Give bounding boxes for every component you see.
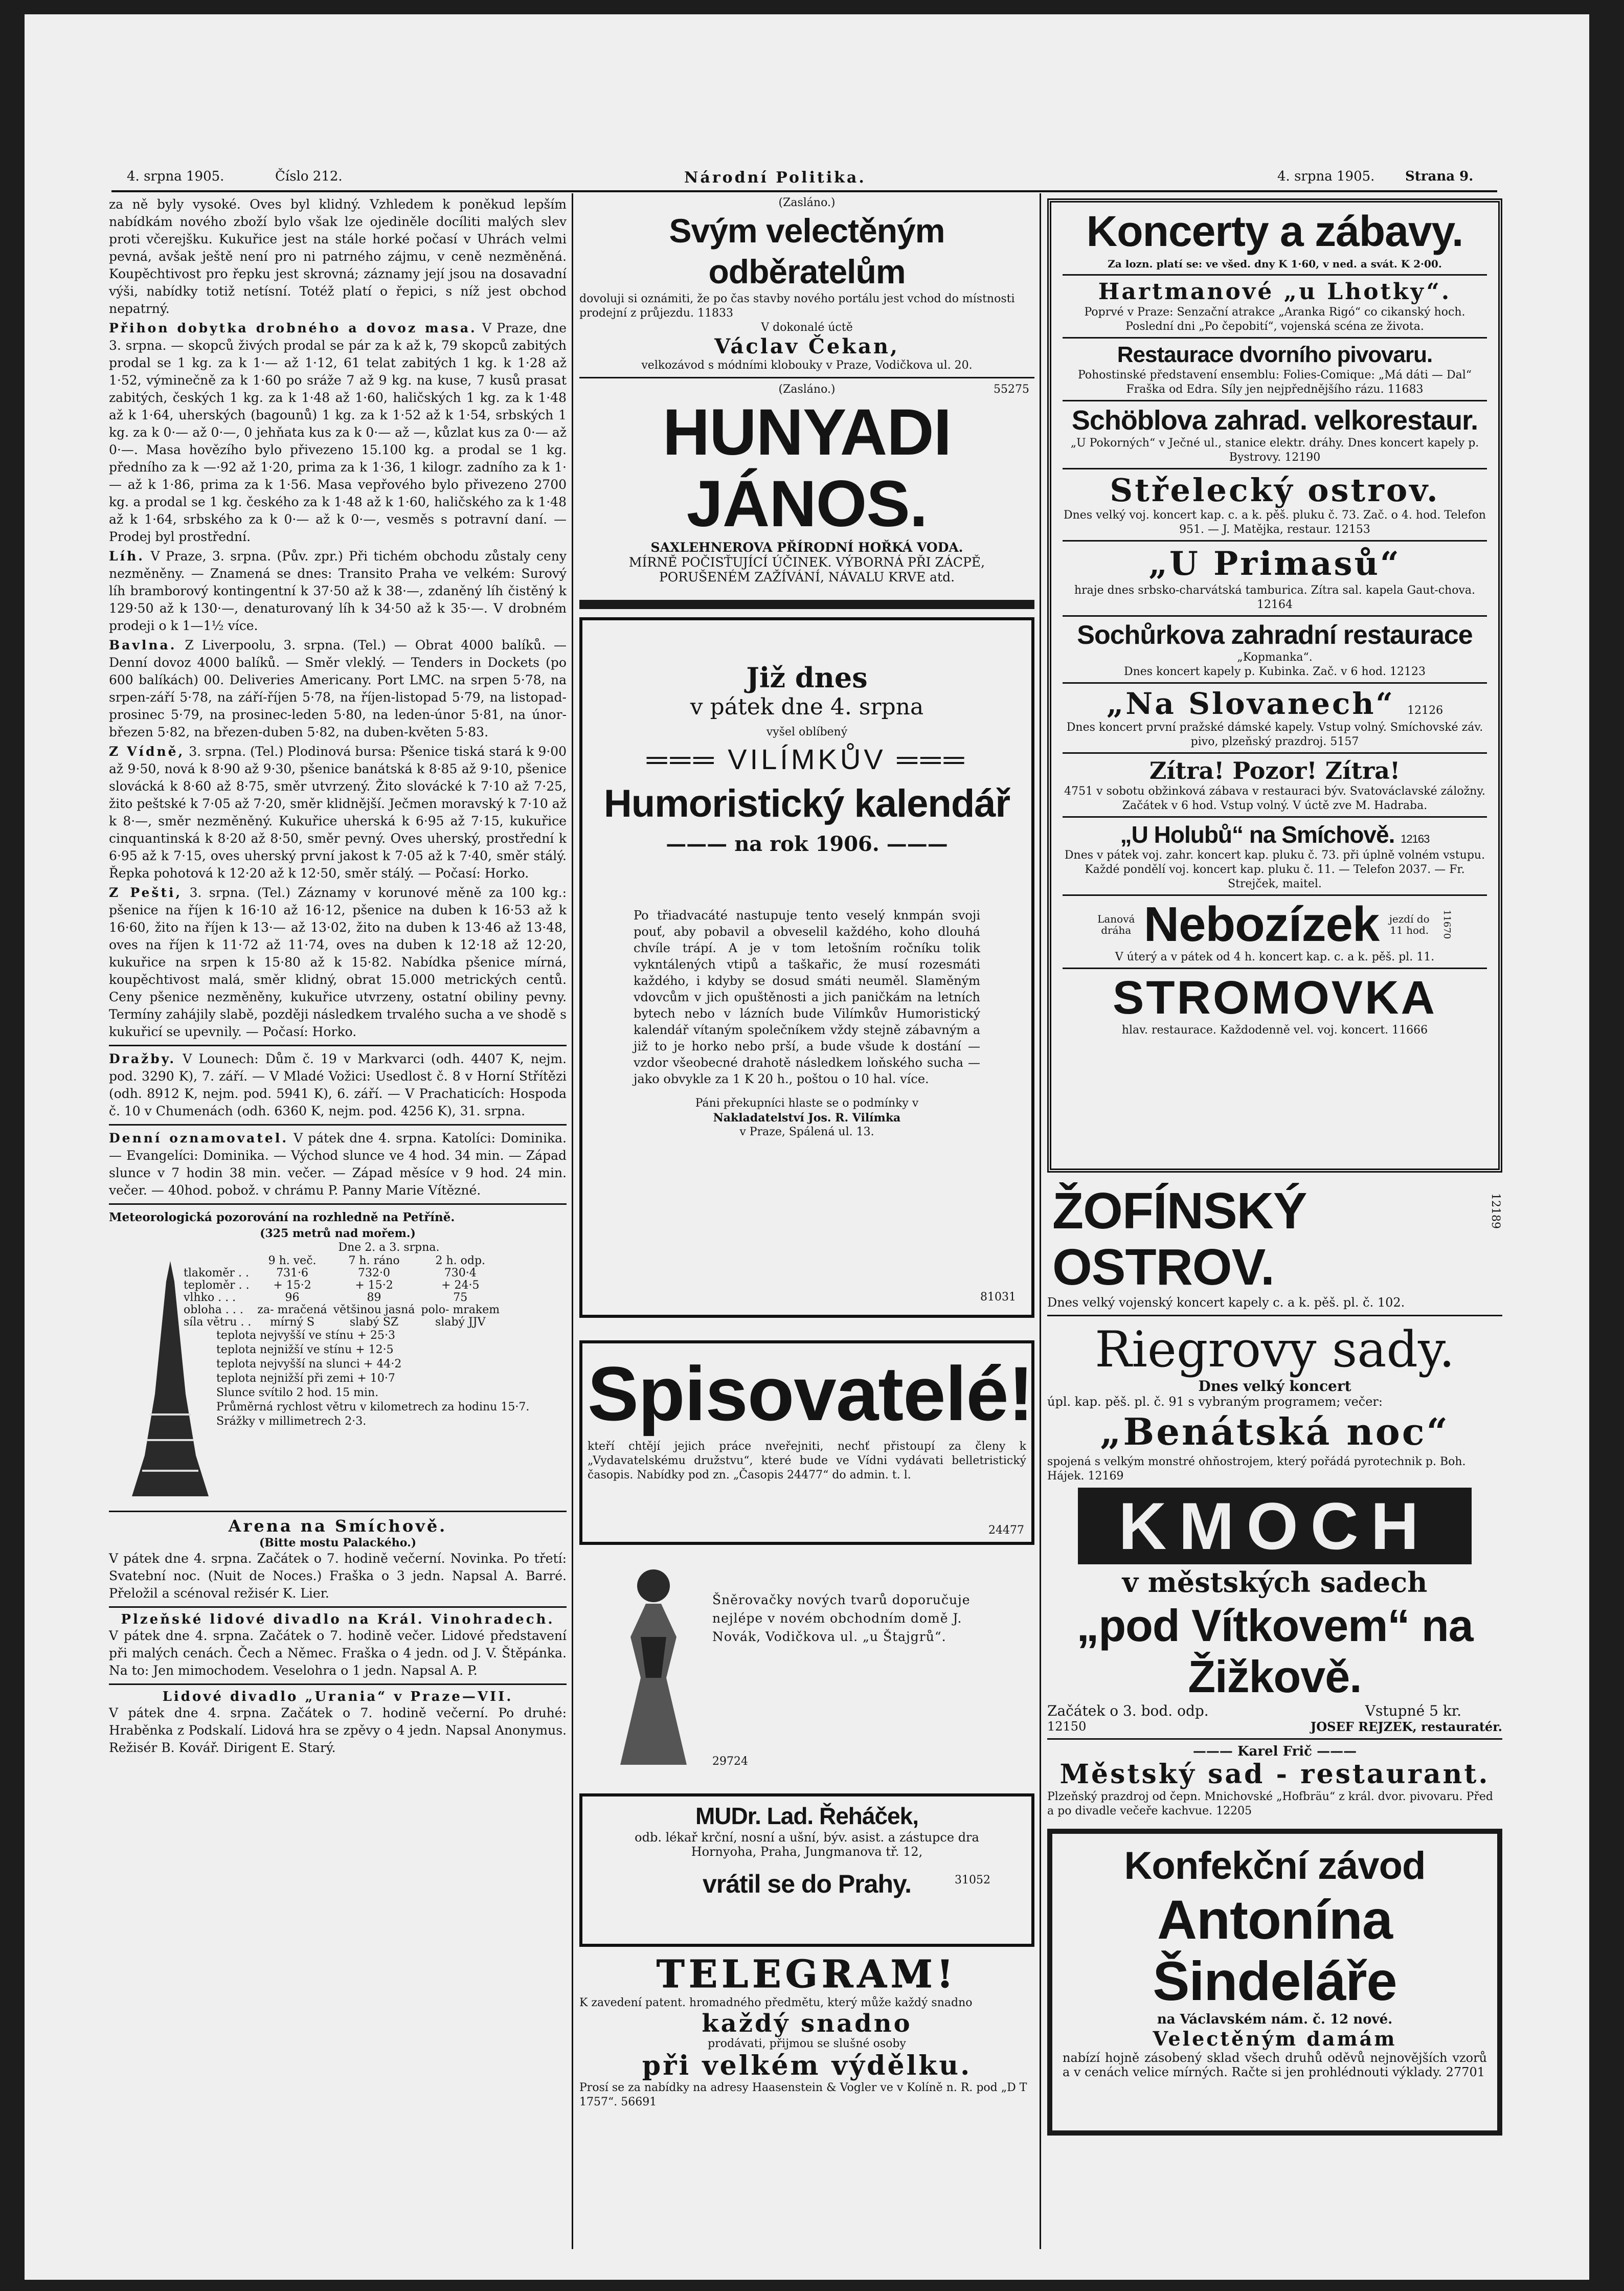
slov-text [1063,721,1487,749]
meteo-extra [216,1329,567,1429]
meteo-label: obloha . . . [184,1304,243,1316]
strel-body: Dnes velký voj. koncert kap. c. a k. pěš. pluku č. 73. Zač. o 4. hod. Telefon 951. — J. Matějka, restaur. [1064,509,1486,536]
konf-name: Antonína Šindeláře [1153,1889,1397,2012]
strel-text [1063,508,1487,537]
konf-text [1063,2051,1487,2079]
urania-text: V pátek dne 4. srpna. Začátek o 7. hodině večerní. Po druhé: Hraběnka z Podskalí. Lidová hra se zpěvy o 4 jedn. Napsal Anonymus. Režisér B. Kovář. Dirigent E. Starý. [109,1705,567,1755]
meteo-block [109,1241,567,1507]
meteo-title: Meteorologická pozorování na rozhledně na Petříně. [109,1210,455,1224]
viden-title: Z Vídně, [109,744,185,759]
meteo-header-row [181,1255,503,1267]
prihon-text: V Praze, dne 3. srpna. — skopců živých prodal se pár za k až k, 79 skopců zabitých prodal se 1 kg. za k 1·— až 1·12, 61 telat zabitých 1 kg. k 1·28 až 1·52, výminečně za k 1·60 po sráže 7 až 9 kg. na kuse, 7 kusů prasat zabitých, českých 1 kg. za k 1·48 až 1·60, haličských 1 kg. za k 1·48 až k 1·64, uherských (bagounů) 1 kg. za k 1·52 až k 1·54, srbských 1 kg. za k 0·— až 0·—, 0 jehňata kus za k 0·— až —, kůzlat kus za 0·— až 0·—. Masa hovězího bylo přivezeno 15.100 kg. a prodal se 1 kg. předního za k —·92 až 1·20, prima za k 1·36, 1 kilogr. zadního za k 1·— až k 1·86, prima za k 1·56. Masa vepřového bylo přivezeno 2700 kg. a prodal se 1 kg. českého za k 1·48 až k 1·60, haličského za k 1·48 až k 1·64, srbského za k 0·— až k 0·—, vesměs s potravní daní. — Prodej byl prostřední. [109,321,567,544]
hunyadi-line1: SAXLEHNEROVA PŘÍRODNÍ HOŘKÁ VODA. [650,540,963,555]
zitra-text [1063,784,1487,813]
divider [1047,1738,1502,1740]
tele-text2: prodávati, přijmou se slušné osoby [708,2037,906,2050]
slov-num2: 5157 [1330,735,1359,748]
telegram-ad [579,1953,1034,2109]
zof-num: 12189 [1489,1193,1502,1229]
tele-num: 56691 [621,2096,657,2108]
divider [1063,337,1487,339]
column-rule-2 [1040,193,1041,2249]
meteo-label: vlhko . . . [184,1291,236,1304]
kmoch-row [1047,1702,1502,1719]
spisovatele-ad [579,1340,1034,1545]
strom-num: 11666 [1392,1024,1428,1037]
spis-text: kteří chtějí jejich práce nveřejniti, nechť přistoupí za členy k „Vydavatelskému družstvu“, které bude ve Vídni vydávati belletristický časopis. Nabídky pod zn. „Časopis 24477“ do admin. t. l. [588,1440,1026,1481]
meteo-row [181,1316,503,1329]
kal-name-text: VILÍMKŮV [728,743,886,775]
plzen-title: Plzeňské lidové divadlo na Král. Vinohradech. [121,1612,555,1627]
arena-sub: (Bitte mostu Palackého.) [259,1536,417,1549]
rieg-text: úpl. kap. pěš. pl. č. 91 s vybraným programem; večer: [1047,1395,1383,1409]
header-date-left: 4. srpna 1905. [127,169,224,184]
bavlna-text: Z Liverpoolu, 3. srpna. (Tel.) — Obrat 4000 balíků. — Denní dovoz 4000 balíků. — Směr vleklý. — Tenders in Dockets (po 600 balíkách) 00. Deliveries Americany. Port LMC. na srpen 5·78, na srpen-září 5·78, na září-říjen 5·78, na říjen-listopad 5·79, na listopad-prosinec 5·79, na prosinec-leden 5·80, na leden-únor 5·81, na únor-březen 5·82, na březen-duben 5·82, na duben-květen 5·83. [109,638,567,739]
soch-num: 12123 [1390,665,1426,678]
meteo-val: 730·4 [444,1267,477,1279]
meteo-val: mírný S [270,1316,315,1329]
soch-title: Sochůrkova zahradní restaurace [1077,620,1473,650]
meteo-val: 96 [285,1291,300,1304]
meteo-val: polo- mrakem [421,1304,500,1316]
meteo-row [181,1304,503,1316]
holubu-text: Dnes v pátek voj. zahr. koncert kap. pluku č. 73. při úplně volném vstupu. Každé pondělí voj. koncert kap. pluku č. 11. — Telefon 2037. — Fr. Strejček, maitel. [1064,849,1485,890]
tele-text3 [579,2081,1034,2109]
rieg-noc: „Benátská noc“ [1099,1410,1450,1453]
kal-text: Po třiadvacáté nastupuje tento veselý knmpán svoji pouť, aby pobavil a obveselil každého, koho dlouhá chvíle trápí. A je v tom letošním ročníku tolik vykntálených vtipů a taškařic, že musí rozesmáti každého, i kdyby se dosud smáti neuměl. Slaměným vdovcům v jich opuštěnosti a jich paničkám na letních bytech nebo v lázních bude Vilímkův Humoristický kalendář vítaným společníkem vždy stejně zábavným a již to je horko nebo prší, a bude všude k dostání — vzdor všeobecné drahotě následkem loňského sucha — jako obvykle za 1 K 20 h., poštou o 10 hal. více. [634,908,980,1086]
prim-body: hraje dnes srbsko-charvátská tamburica. Zítra sal. kapela Gaut-chova. [1074,584,1475,597]
divider [109,1683,567,1685]
soch-body: Dnes koncert kapely p. Kubinka. Zač. v 6 hod. [1123,665,1387,678]
divider [1063,468,1487,469]
zitra-body: v sobotu obžinková zábava v restauraci býv. Svatováclavské záložny. Začátek v 6 hod. Vstup volný. V úctě zve M. Hadraba. [1096,785,1485,812]
tele-title: TELEGRAM! [656,1952,958,1996]
frid-title: Městský sad - restaurant. [1059,1759,1490,1790]
kmoch-entry: Vstupné 5 kr. [1365,1702,1461,1719]
meteo-val: většinou jasná [333,1304,415,1316]
holubu-title [1063,821,1487,848]
rieg-title: Riegrovy sady. [1095,1321,1455,1378]
kmoch-row2 [1047,1719,1502,1734]
meteo-val: 89 [367,1291,381,1304]
kal-vysel: vyšel oblíbený [766,726,848,738]
divider [1063,615,1487,617]
meteo-val: 731·6 [276,1267,309,1279]
petrin-tower-icon [119,1261,221,1501]
meteo-extra-line: Slunce svítilo 2 hod. 15 min. [216,1386,379,1399]
header-rule [111,190,1497,192]
header-date-right: 4. srpna 1905. [1277,169,1375,184]
prim-title: „U Primasů“ [1148,545,1401,583]
kal-name: ═══ VILÍMKŮV ═══ [646,743,967,775]
zof-title: ŽOFÍNSKÝ OSTROV. [1052,1182,1307,1296]
meteo-val: + 15·2 [273,1279,311,1292]
meteo-row [181,1279,503,1292]
mudr-num: 31052 [955,1874,990,1886]
liho-article [109,548,567,635]
kal-date: v pátek dne 4. srpna [690,694,924,720]
meteo-table [181,1255,503,1329]
denni-article [109,1130,567,1199]
snerovacky-text: Šněrovačky nových tvarů doporučuje nejlépe v novém obchodním domě J. Novák, Vodičkova ul. „u Štajgrů“. [712,1592,971,1644]
cekan-greet: V dokonalé úctě [761,321,853,334]
konf-dam: Velectěným damám [1153,2027,1397,2050]
drazby-title: Dražby. [109,1051,176,1066]
hunyadi-title: HUNYADI JÁNOS. [662,396,952,541]
neb-title: Nebozízek [1143,897,1380,952]
left-column [109,196,567,1757]
strel-title: Střelecký ostrov. [1110,471,1440,509]
strom-text [1063,1023,1487,1038]
schob-body: „U Pokorných“ v Ječné ul., stanice elektr. dráhy. Dnes koncert kapely p. Bystrovy. [1070,437,1479,464]
viden-article [109,743,567,882]
prihon-title: Přihon dobytka drobného a dovoz masa. [109,321,477,335]
hunyadi-num: 55275 [994,383,1029,396]
pesti-title: Z Pešti, [109,885,183,900]
middle-column [579,196,1034,2252]
meteo-val: za- mračená [257,1304,327,1316]
pesti-text: 3. srpna. (Tel.) Záznamy v korunové měně za 100 kg.: pšenice na říjen k 16·10 až 16·12, pšenice na duben k 16·53 až k 16·60, žito na říjen k 13·— až 13·02, žito na duben k 13·46 až 13·48, oves na říjen k 11·72 až 11·74, oves na duben k 12·18 až 12·20, kukuřice na srpen k 15·80 až k 15·82. Nabídka pšenice mírná, koupěchtivost malá, směr klidný, obrat 15.000 metrických centů. Ceny pšenice nezměněny, kukuřice utvrzeny, ostatní obiliny pevny. Termíny zahájily slabě, později následkem trvalého sucha a ve shodě s kukuřicí se upevnily. — Počasí: Horko. [109,885,567,1039]
strom-title: STROMOVKA [1113,972,1437,1024]
kal-today: Již dnes [746,661,868,694]
zaslano-row [579,383,1034,397]
masthead: Národní Politika. [684,169,866,187]
schob-title: Schöblova zahrad. velkorestaur. [1071,405,1478,436]
konc-title: Koncerty a zábavy. [1086,207,1463,255]
zaslano-label: (Zasláno.) [778,383,836,396]
kal-addr: v Praze, Spálená ul. 13. [739,1126,874,1138]
kmoch-start: Začátek o 3. bod. odp. [1047,1702,1209,1719]
tele-text3-body: Prosí se za nabídky na adresy Haasenstein & Vogler ve v Kolíně n. R. pod „D T 1757“. [579,2081,1027,2108]
soch-sub: „Kopmanka“. [1237,651,1313,664]
cekan-body: dovoluji si oznámiti, že po čas stavby nového portálu jest vchod do místnosti prodejní z průjezdu. [579,293,1015,320]
prihon-article [109,320,567,546]
spis-title: Spisovatelé! [588,1351,1033,1436]
meteo-extra-line: teplota nejvyšší ve stínu + 25·3 [216,1329,396,1342]
kal-year: ——— na rok 1906. ——— [666,832,948,856]
koncerty-block [1047,198,1502,1173]
snerovacky-ad [579,1550,1034,1790]
divider [109,1606,567,1608]
mudr-ad [579,1793,1034,1947]
konc-sub: Za lozn. platí se: ve všed. dny K 1·60, v ned. a svát. K 2·00. [1108,258,1442,270]
header-issue: Číslo 212. [275,169,343,184]
meteo-col: 7 h. ráno [348,1254,400,1267]
divider [1047,1315,1502,1316]
divider [1063,682,1487,684]
holubu-title-text: „U Holubů“ na Smíchově. [1120,821,1395,848]
frid-name: ——— Karel Frič ——— [1192,1744,1357,1759]
fric-ad [1047,1744,1502,1818]
slov-num: 12126 [1407,704,1443,717]
denni-title: Denní oznamovatel. [109,1131,289,1146]
divider [109,1124,567,1126]
meteo-col: 9 h. več. [268,1254,317,1267]
neb-row [1063,899,1487,950]
kmoch-title: KMOCH [1078,1488,1472,1564]
separator-bar [579,600,1034,609]
meteo-col: 2 h. odp. [435,1254,486,1267]
cekan-desc: velkozávod s módními klobouky v Praze, Vodičkova ul. 20. [641,359,973,372]
newspaper-page [25,14,1589,2280]
rest-body: Pohostinské představení ensemblu: Folies-Comique: „Má dáti — Dal“ Fraška od Edra. Síly jen nejpřednějšího rázu. [1077,369,1472,396]
meteo-val: slabý SZ [349,1316,399,1329]
tele-big2: při velkém výdělku. [642,2050,972,2081]
spis-num: 24477 [988,1524,1024,1537]
zofin-ad [1047,1183,1502,1310]
urania-title: Lidové divadlo „Urania“ v Praze—VII. [162,1689,513,1704]
zitra-num: 4751 [1064,785,1093,798]
divider [1063,968,1487,969]
viden-text: 3. srpna. (Tel.) Plodinová bursa: Pšenice tiská stará k 9·00 až 9·50, nová k 8·90 až 9·30, pšenice banátská k 8·85 až 9·10, pšenice slovácká k 8·60 až 8·75, směr utvrzený. Žito slovácké k 7·10 až 7·25, žito peštské k 7·05 až 7·20, směr klidnější. Ječmen moravský k 7·10 až k 8·—, směr nezměněný. Kukuřice uherská k 6·95 až 7·15, kukuřice cinquantinská k 8·20 až 8·50, směr pevný. Oves uherský, prostřední k 6·95 až k 7·15, oves uherský první jakost k 7·05 až k 7·40, směr stálý. Řepka pohotová k 12·20 až k 12·50, směr stálý. — Počasí: Horko. [109,744,567,881]
arena-text: V pátek dne 4. srpna. Začátek o 7. hodině večerní. Novinka. Po třetí: Svatební noc. (Nuit de Noces.) Fraška o 3 jedn. Napsal A. Barré. Přeložil a scénoval režisér K. Lier. [109,1551,567,1601]
meteo-extra-line: Průměrná rychlost větru v kilometrech za hodinu 15·7. [216,1401,530,1413]
zof-text: Dnes velký vojenský koncert kapely c. a k. pěš. pl. č. 102. [1047,1295,1405,1310]
zaslano-label: (Zasláno.) [778,196,836,209]
divider [1063,752,1487,754]
soch-text [1063,665,1487,679]
kal-num: 81031 [980,1291,1016,1304]
divider [109,1511,567,1512]
divider [1063,816,1487,818]
kmoch-ad [1047,1488,1502,1734]
hart-title: Hartmanové „u Lhotky“. [1098,279,1452,305]
corset-lady-icon [610,1560,697,1775]
divider [1063,540,1487,542]
rest-text [1063,368,1487,397]
holubu-num: 12163 [1401,833,1430,845]
arena-title: Arena na Smíchově. [228,1516,447,1536]
zitra-title: Zítra! Pozor! Zítra! [1149,757,1401,784]
bavlna-title: Bavlna. [109,638,177,653]
pesti-article [109,884,567,1041]
cekan-num: 11833 [697,307,733,320]
hunyadi-line3: PORUŠENÉM ZAŽÍVÁNÍ, NÁVALU KRVE atd. [659,570,955,585]
konfekce-ad [1047,1829,1502,2136]
kmoch-place: „pod Vítkovem“ na Žižkově. [1076,1600,1473,1702]
kalendar-ad [579,617,1034,1318]
hunyadi-line2: MÍRNĚ POČISŤUJÍCÍ ÚČINEK. VÝBORNÁ PŘI ZÁCPĚ, [628,555,985,570]
weather-intro: za ně byly vysoké. Oves byl klidný. Vzhledem k poněkud lepším nabídkám nového zboží bylo však lze ojediněle docíliti malých slev proti včerejšku. Kukuřice jest na stále horké počasí v Uhrách velmi pevná, avšak ještě není pro ni patrného zájmu, v ceně nezměněná. Koupěchtivost pro řepku jest skrovná; záznamy její jsou na dosavadní výši, nabídky totiž netísní. Totéž platí o řepici, s níž jest obchod nepatrný. [109,197,567,316]
mudr-return: vrátil se do Prahy. [702,1870,912,1898]
tele-big1: každý snadno [702,2009,912,2038]
meteo-val: 75 [453,1291,468,1304]
liho-title: Líh. [109,549,145,564]
hart-text: Poprvé v Praze: Senzační atrakce „Aranka Rigó“ co cikanský hoch. Poslední dni „Po čepobití“, vojenská scéna ze života. [1084,306,1465,333]
drazby-article [109,1050,567,1120]
neb-lanova: Lanová dráha [1097,913,1135,936]
drazby-text: V Lounech: Dům č. 19 v Markvarci (odh. 4407 K, nejm. pod. 3290 K), 7. září. — V Mladé Vožici: Usedlost č. 8 v Horní Střítězi (odh. 8912 K, nejm. pod. 5941 K), 6. září. — V Prachaticích: Hospoda č. 10 v Chumenách (odh. 6360 K, nejm. pod. 4256 K), 31. srpna. [109,1051,567,1118]
frid-name-text: Karel Frič [1237,1744,1313,1759]
divider [109,1045,567,1046]
neb-num: 11670 [1441,910,1453,939]
meteo-row [181,1292,503,1304]
cekan-text [579,292,1034,321]
header-page: Strana 9. [1405,169,1474,184]
kal-title: Humoristický kalendář [603,782,1010,825]
meteo-extra-line: teplota nejnižší při zemi + 10·7 [216,1372,395,1385]
meteo-extra-line: teplota nejnižší ve stínu + 12·5 [216,1343,394,1356]
prim-text [1063,583,1487,612]
strel-num: 12153 [1334,523,1370,536]
meteo-val: + 24·5 [441,1279,480,1292]
slov-title-text: „Na Slovanech“ [1106,686,1395,721]
column-rule-1 [572,193,573,2249]
liho-text: V Praze, 3. srpna. (Pův. zpr.) Při tichém obchodu zůstaly ceny nezměněny. — Znamená se dnes: Transito Praha ve velkém: Surový líh bramborový kontingentní k 37·50 až k 38·—, zdaněný líh čistěný k 129·50 až k 130·—, denaturovaný líh k 34·50 až k 35·—. V drobném prodeji o k 1—1½ více. [109,549,567,633]
schob-text [1063,436,1487,465]
mudr-text: odb. lékař krční, nosní a ušní, býv. asist. a zástupce dra Hornyoha, Praha, Jungmanova tř. 12, [635,1830,979,1859]
konf-body: nabízí hojně zásobený sklad všech druhů oděvů nejnovějších vzorů a v cenách velice mírných. Račte si jen prohlédnouti výklady. [1063,2051,1487,2079]
denni-text: V pátek dne 4. srpna. Katolíci: Dominika. — Evangelíci: Dominika. — Východ slunce ve 4 hod. 34 min. — Západ slunce v 7 hodin 38 min. večer. — Západ měsíce v 9 hod. 24 min. večer. — 40hod. pobož. v chrámu P. Panny Marie Vítězné. [109,1131,567,1198]
kmoch-num: 12150 [1047,1719,1087,1734]
meteo-val: slabý JJV [435,1316,486,1329]
tele-text1: K zavedení patent. hromadného předmětu, který může každý snadno [579,1996,973,2009]
meteo-extra-line: Srážky v millimetrech 2·3. [216,1415,367,1428]
divider [1063,274,1487,276]
rest-num: 11683 [1387,383,1424,396]
snerovacky-num: 29724 [712,1755,748,1768]
strom-body: hlav. restaurace. Každodenně vel. voj. koncert. [1121,1024,1389,1037]
kmoch-sub: v městských sadech [1122,1566,1428,1599]
rieg-body2: spojená s velkým monstré ohňostrojem, který pořádá pyrotechnik p. Boh. Hájek. [1047,1455,1466,1483]
rieg-num: 12169 [1088,1470,1124,1483]
divider [109,1203,567,1205]
rest-title: Restaurace dvorního pivovaru. [1117,342,1433,367]
schob-num: 12190 [1284,451,1321,464]
meteo-label: tlakoměr . . [184,1267,249,1279]
plzen-text: V pátek dne 4. srpna. Začátek o 7. hodině večer. Lidové představení při malých cenách. Čech a Němec. Fraška o 4 jedn. od J. V. Štěpánka. Na to: Jen mimochodem. Veselohra o 1 jedn. Napsal A. P. [109,1628,567,1678]
meteo-sub: (325 metrů nad mořem.) [260,1227,416,1240]
kal-pub: Nakladatelství Jos. R. Vilímka [713,1111,901,1125]
prim-num: 12164 [1257,598,1293,611]
riegrovy-ad [1047,1321,1502,1484]
konf-addr: na Václavském nám. č. 12 nové. [1157,2012,1393,2027]
meteo-val: 732·0 [358,1267,391,1279]
frid-text [1047,1790,1502,1818]
divider [579,377,1034,378]
meteo-label: síla větru . . [184,1316,252,1329]
frid-num: 12205 [1216,1805,1252,1817]
konf-title: Konfekční závod [1124,1844,1426,1888]
kal-order: Páni překupníci hlaste se o podmínky v [695,1097,919,1110]
right-column [1047,198,1502,2254]
neb-jezdi: jezdí do 11 hod. [1389,913,1430,936]
slov-title [1063,687,1487,721]
neb-text: V úterý a v pátek od 4 h. koncert kap. c. a k. pěš. pl. 11. [1115,951,1435,963]
meteo-val: + 15·2 [355,1279,393,1292]
frid-body: Plzeňský prazdroj od čepn. Mnichovské „Hofbräu“ z král. dvor. pivovaru. Před a po divadle večeře kachvue. [1047,1790,1493,1817]
divider [1063,400,1487,401]
cekan-headline: Svým velectěným odběratelům [669,212,945,290]
kmoch-owner: JOSEF REJZEK, restauratér. [1310,1719,1502,1734]
meteo-date: Dne 2. a 3. srpna. [338,1241,440,1254]
divider [1063,894,1487,896]
bavlna-article [109,637,567,741]
slov-body: Dnes koncert první pražské dámské kapely. Vstup volný. Smíchovské záv. pivo, plzeňský prazdroj. [1066,721,1483,748]
mudr-name: MUDr. Lad. Řeháček, [695,1803,919,1829]
meteo-row [181,1267,503,1279]
kal-year-text: na rok 1906. [734,832,879,856]
rieg-sub: Dnes velký koncert [1198,1378,1351,1395]
cekan-name: Václav Čekan, [714,334,899,358]
meteo-label: teploměr . . [184,1279,250,1292]
rieg-text2 [1047,1455,1502,1484]
konf-num: 27701 [1446,2065,1485,2079]
meteo-extra-line: teplota nejvyšší na slunci + 44·2 [216,1358,402,1371]
